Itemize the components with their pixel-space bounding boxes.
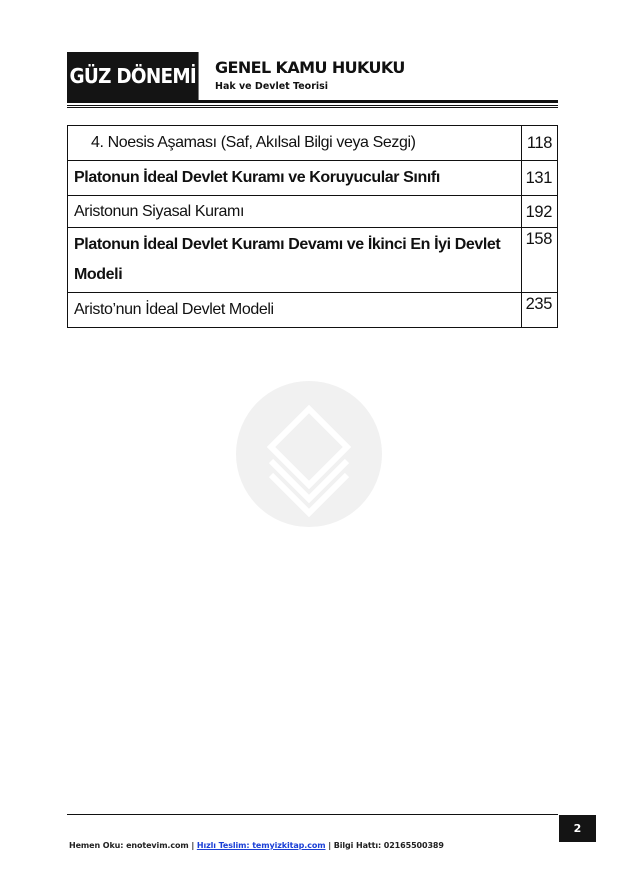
toc-row[interactable] bbox=[68, 161, 558, 196]
page-number: 2 bbox=[559, 815, 596, 842]
watermark bbox=[236, 381, 382, 527]
separator: | bbox=[328, 841, 332, 850]
delivery-link[interactable]: Hızlı Teslim: temyizkitap.com bbox=[196, 841, 326, 850]
hotline-text: Bilgi Hattı: 02165500389 bbox=[333, 841, 444, 850]
table-of-contents bbox=[67, 125, 558, 328]
toc-page-number: 131 bbox=[521, 161, 557, 196]
footer-bar bbox=[69, 841, 444, 850]
separator: | bbox=[191, 841, 195, 850]
toc-row[interactable] bbox=[68, 126, 558, 161]
toc-entry[interactable]: Aristo’nun İdeal Devlet Modeli bbox=[68, 293, 522, 328]
header-rule bbox=[67, 100, 558, 103]
course-title: GENEL KAMU HUKUKU bbox=[215, 58, 405, 77]
header-rule bbox=[67, 105, 558, 106]
toc-entry[interactable]: Platonun İdeal Devlet Kuramı Devamı ve İkinci En İyi Devlet Modeli bbox=[68, 228, 522, 293]
stacked-layers-icon bbox=[236, 381, 382, 527]
term-badge: GÜZ DÖNEMİ bbox=[67, 52, 199, 100]
toc-page-number: 192 bbox=[521, 196, 557, 228]
read-online-text: Hemen Oku: enotevim.com bbox=[69, 841, 189, 850]
toc-row[interactable] bbox=[68, 293, 558, 328]
toc-entry[interactable]: 4. Noesis Aşaması (Saf, Akılsal Bilgi veya Sezgi) bbox=[68, 126, 522, 161]
toc-page-number: 158 bbox=[521, 228, 557, 293]
toc-row[interactable] bbox=[68, 196, 558, 228]
toc-row[interactable] bbox=[68, 228, 558, 293]
footer-rule bbox=[67, 814, 558, 815]
course-subtitle: Hak ve Devlet Teorisi bbox=[215, 81, 329, 92]
header-rule bbox=[67, 107, 558, 108]
toc-page-number: 118 bbox=[521, 126, 557, 161]
toc-page-number: 235 bbox=[521, 293, 557, 328]
toc-entry[interactable]: Platonun İdeal Devlet Kuramı ve Koruyucular Sınıfı bbox=[68, 161, 522, 196]
toc-entry[interactable]: Aristonun Siyasal Kuramı bbox=[68, 196, 522, 228]
